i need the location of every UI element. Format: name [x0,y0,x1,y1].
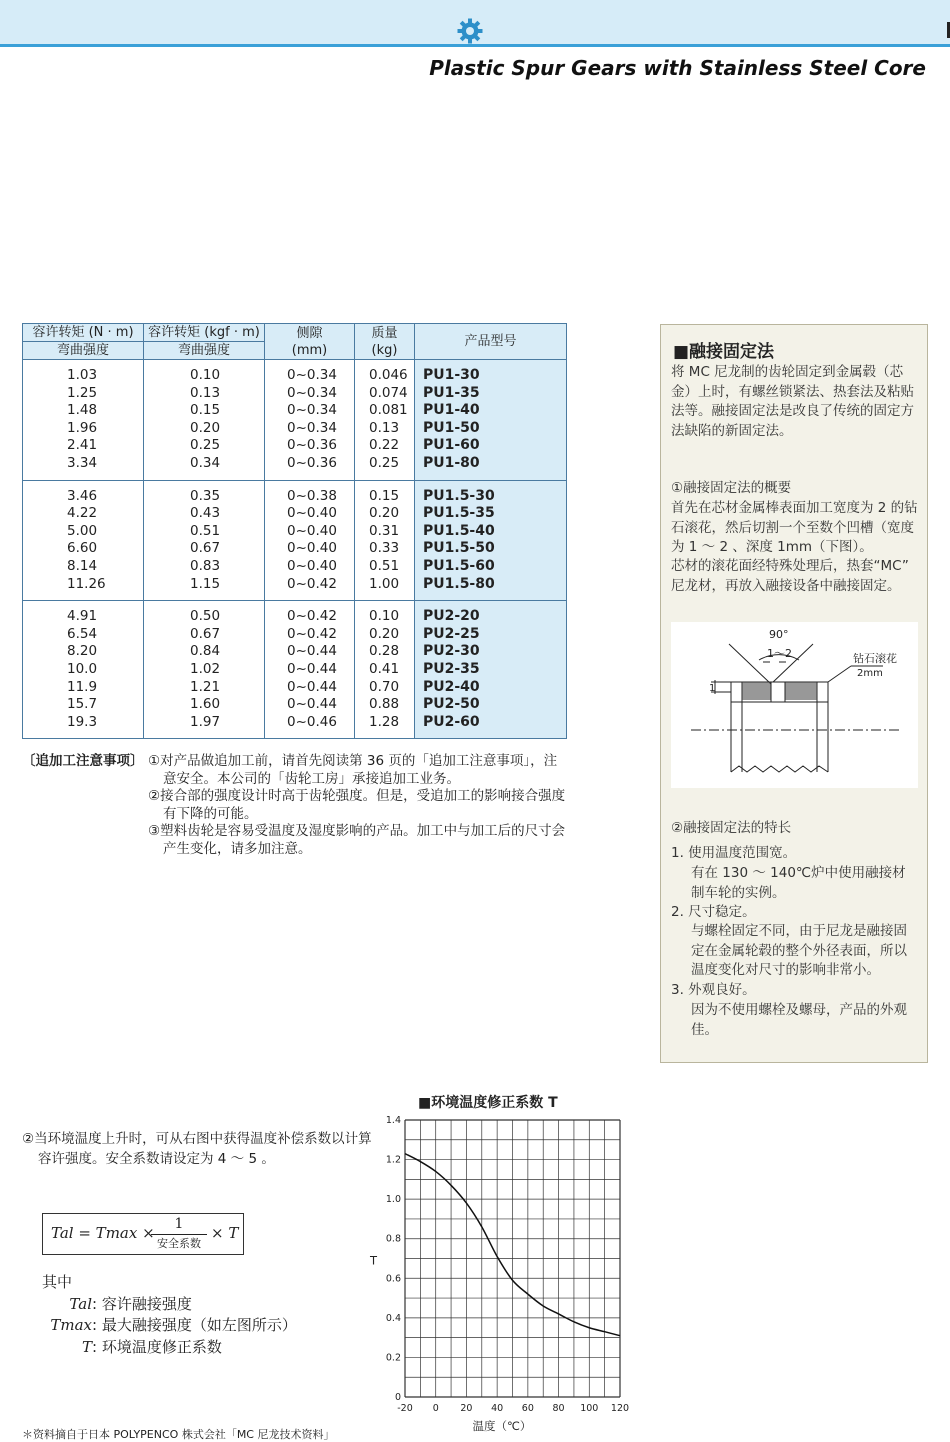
table-cell-model [415,480,567,601]
table-value: 0~0.44 [287,660,337,677]
diagram-depth-label: 1 [709,683,716,694]
table-value: 15.7 [67,696,98,713]
table-value: 3.34 [67,454,98,471]
feature-1-title: 1. 使用温度范围宽。 [671,845,797,861]
table-value: 1.96 [67,419,98,436]
y-tick-label: 1.2 [385,1154,401,1166]
table-value: 1.25 [67,384,98,401]
table-value: 0~0.42 [287,625,337,642]
y-tick-label: 0 [394,1392,401,1403]
definitions-title: 其中 [42,1273,73,1291]
x-tick-label: 20 [460,1403,473,1414]
model-number: PU2-40 [423,678,480,695]
table-value: 0.15 [369,487,400,504]
table-value: 11.9 [67,678,98,695]
model-number: PU1-60 [423,437,480,454]
model-number: PU2-25 [423,625,480,642]
table-value: 0.35 [190,487,221,504]
formula-box [42,1213,244,1255]
table-value: 0.20 [369,625,400,642]
table-value: 19.3 [67,713,98,730]
model-number: PU1.5-40 [423,522,495,539]
y-tick-label: 1.0 [385,1194,401,1206]
footnote: ＊资料摘自于日本 POLYPENCO 株式会社「MC 尼龙技术资料」 [22,1428,335,1441]
table-value: 8.14 [67,557,98,574]
table-value: 1.28 [369,713,400,730]
def-text: 环境温度修正系数 [101,1337,222,1356]
table-value: 0~0.34 [287,402,337,419]
table-value: 1.15 [190,575,221,592]
table-value: 0.84 [190,643,221,660]
table-value: 11.26 [67,575,106,592]
processing-notes-label: 〔追加工注意事项〕 [22,753,144,769]
table-value: 0.70 [369,678,400,695]
col-header-backlash: 侧隙 (mm) [265,324,355,360]
diagram-angle-label: 90° [769,628,789,641]
model-number: PU2-35 [423,660,480,677]
y-tick-label: 0.4 [385,1312,401,1324]
table-value: 0~0.36 [287,437,337,454]
table-value: 0.83 [190,557,221,574]
table-value: 0~0.34 [287,384,337,401]
table-value: 0~0.42 [287,575,337,592]
table-value: 0~0.44 [287,696,337,713]
def-text: 容许融接强度 [101,1294,192,1313]
table-cell-mass [355,480,415,601]
feature-3-title: 3. 外观良好。 [671,982,756,998]
table-row-group [23,480,567,601]
table-cell-mass [355,360,415,481]
fusion-intro: 将 MC 尼龙制的齿轮固定到金属毂（芯金）上时，有螺丝锁紧法、热套法及粘贴法等。融接固定法是改良了传统的固定方法缺陷的新固定法。 [671,364,914,439]
model-number: PU2-30 [423,643,480,660]
table-cell-torque-kgfm [144,601,265,739]
table-value: 0.25 [369,454,400,471]
formula-rhs: × T [211,1224,239,1242]
table-value: 0~0.36 [287,454,337,471]
header-rule [0,44,950,47]
table-value: 0.20 [190,419,221,436]
x-tick-label: 0 [432,1403,439,1414]
table-value: 0~0.40 [287,522,337,539]
table-value: 1.02 [190,660,221,677]
x-tick-label: -20 [397,1403,413,1414]
overview-title: ①融接固定法的概要 [671,480,792,496]
table-cell-torque-nm [23,480,144,601]
def-symbol: T [81,1337,92,1356]
y-axis-label: T [370,1253,378,1268]
y-tick-label: 1.4 [385,1115,401,1126]
table-value: 0~0.40 [287,505,337,522]
processing-note: ①对产品做追加工前，请首先阅读第 36 页的「追加工注意事项」，注意安全。本公司的「齿轮工房」承接追加工业务。 [148,753,558,787]
table-value: 0.081 [369,402,408,419]
table-cell-mass [355,601,415,739]
table-value: 5.00 [67,522,98,539]
table-cell-torque-nm [23,601,144,739]
table-value: 6.60 [67,540,98,557]
diagram-knurl-size-label: 2mm [857,668,883,679]
col-subheader-bending: 弯曲强度 [144,342,265,360]
table-value: 0~0.42 [287,608,337,625]
table-cell-torque-kgfm [144,360,265,481]
feature-2-title: 2. 尺寸稳定。 [671,904,756,920]
table-value: 0.88 [369,696,400,713]
table-value: 0.20 [369,505,400,522]
processing-note: ③塑料齿轮是容易受温度及湿度影响的产品。加工中与加工后的尺寸会产生变化，请多加注意。 [148,823,566,857]
formula-lhs: Tal = Tmax × [51,1224,155,1242]
def-symbol: Tmax [50,1316,92,1334]
spec-table [22,323,567,739]
x-axis-label: 温度（℃） [472,1419,532,1433]
col-header-torque-nm: 容许转矩 (N · m) [23,324,144,342]
table-value: 0.046 [369,367,408,383]
model-number: PU1.5-80 [423,575,495,592]
table-row-group [23,360,567,481]
table-value: 0.31 [369,522,400,539]
x-tick-label: 60 [521,1403,534,1414]
overview-text: 首先在芯材金属棒表面加工宽度为 2 的钻石滚花，然后切割一个至数个凹槽（宽度为 1 ～ 2 、深度 1mm（下图）。 [671,500,918,555]
table-value: 3.46 [67,487,98,504]
model-number: PU1-40 [423,402,480,419]
col-header-mass: 质量 (kg) [355,324,415,360]
table-value: 0.51 [369,557,400,574]
table-value: 2.41 [67,437,98,454]
table-value: 0~0.38 [287,487,337,504]
def-text: 最大融接强度（如左图所示） [101,1316,297,1334]
table-value: 0~0.40 [287,557,337,574]
table-value: 0~0.44 [287,678,337,695]
model-number: PU2-60 [423,713,480,730]
overview-text-2: 芯材的滚花面经特殊处理后，热套“MC” 尼龙材，再放入融接设备中融接固定。 [671,558,909,594]
model-number: PU1.5-35 [423,505,495,522]
x-tick-label: 40 [491,1403,504,1414]
model-number: PU1-35 [423,384,480,401]
model-number: PU2-20 [423,608,480,625]
table-value: 0.67 [190,540,221,557]
formula-numerator: 1 [174,1216,184,1232]
table-value: 0.13 [190,384,221,401]
col-subheader-bending: 弯曲强度 [23,342,144,360]
table-value: 1.60 [190,696,221,713]
y-tick-label: 0.2 [385,1352,401,1364]
fusion-method-box [660,324,928,1063]
model-number: PU1.5-30 [423,487,495,504]
table-value: 0.41 [369,660,400,677]
table-value: 0.33 [369,540,400,557]
diagram-groove-label: 1～2 [767,647,792,660]
table-value: 0.67 [190,625,221,642]
chart-title: ■环境温度修正系数 T [418,1095,558,1111]
feature-2-text: 与螺栓固定不同，由于尼龙是融接固定在金属轮毂的整个外径表面，所以温度变化对尺寸的影响非常小。 [691,923,907,978]
y-tick-label: 0.8 [385,1233,401,1245]
table-value: 0.10 [190,367,221,383]
table-cell-backlash [265,601,355,739]
model-number: PU1-50 [423,419,480,436]
y-tick-label: 0.6 [385,1273,401,1285]
knurl-groove-diagram [671,622,918,788]
table-value: 1.03 [67,367,98,383]
table-cell-torque-kgfm [144,480,265,601]
diagram-knurl-label: 钻石滚花 [853,652,897,665]
table-value: 0.25 [190,437,221,454]
feature-3-text: 因为不使用螺栓及螺母，产品的外观佳。 [691,1002,907,1038]
table-value: 6.54 [67,625,98,642]
features-title: ②融接固定法的特长 [671,820,792,836]
table-value: 0.10 [369,608,400,625]
table-value: 4.91 [67,608,98,625]
temperature-chart [360,1110,650,1435]
model-number: PU2-50 [423,696,480,713]
def-symbol: Tal [69,1294,92,1313]
model-number: PU1-30 [423,367,480,383]
table-value: 0.074 [369,384,408,401]
model-number: PU1-80 [423,454,480,471]
x-tick-label: 120 [610,1403,630,1414]
table-value: 0.15 [190,402,221,419]
table-value: 0.43 [190,505,221,522]
table-value: 10.0 [67,660,98,677]
table-value: 8.20 [67,643,98,660]
table-value: 4.22 [67,505,98,522]
fusion-method-title: ■融接固定法 [673,342,775,362]
model-number: PU1.5-60 [423,557,495,574]
x-tick-label: 80 [552,1403,565,1414]
table-value: 1.21 [190,678,221,695]
processing-note: ②接合部的强度设计时高于齿轮强度。但是，受追加工的影响接合强度有下降的可能。 [148,788,566,822]
table-value: 0.13 [369,419,400,436]
table-row-group [23,601,567,739]
table-value: 0.51 [190,522,221,539]
table-cell-torque-nm [23,360,144,481]
table-value: 1.48 [67,402,98,419]
table-value: 0.28 [369,643,400,660]
definitions: 其中 Tal: 容许融接强度 Tmax: 最大融接强度（如左图所示） T: 环境温度修正系数 [42,1272,297,1358]
table-value: 1.97 [190,713,221,730]
gear-icon [457,18,483,44]
table-value: 0~0.44 [287,643,337,660]
table-cell-backlash [265,480,355,601]
table-value: 0.22 [369,437,400,454]
table-value: 0~0.34 [287,367,337,383]
table-value: 1.00 [369,575,400,592]
page-title: Plastic Spur Gears with Stainless Steel Core [429,56,926,80]
col-header-torque-kgfm: 容许转矩 (kgf · m) [144,324,265,342]
table-cell-backlash [265,360,355,481]
table-value: 0.50 [190,608,221,625]
formula-denominator: 安全系数 [157,1237,201,1250]
feature-1-text: 有在 130 ～ 140℃炉中使用融接材制车轮的实例。 [691,865,906,901]
model-number: PU1.5-50 [423,540,495,557]
table-value: 0.34 [190,454,221,471]
table-value: 0~0.40 [287,540,337,557]
temperature-note: ②当环境温度上升时，可从右图中获得温度补偿系数以计算容许强度。安全系数请设定为 4 ～ 5 。 [22,1131,372,1167]
table-value: 0~0.34 [287,419,337,436]
table-cell-model [415,360,567,481]
table-value: 0~0.46 [287,713,337,730]
table-cell-model [415,601,567,739]
x-tick-label: 100 [580,1403,599,1414]
col-header-model: 产品型号 [415,324,567,360]
